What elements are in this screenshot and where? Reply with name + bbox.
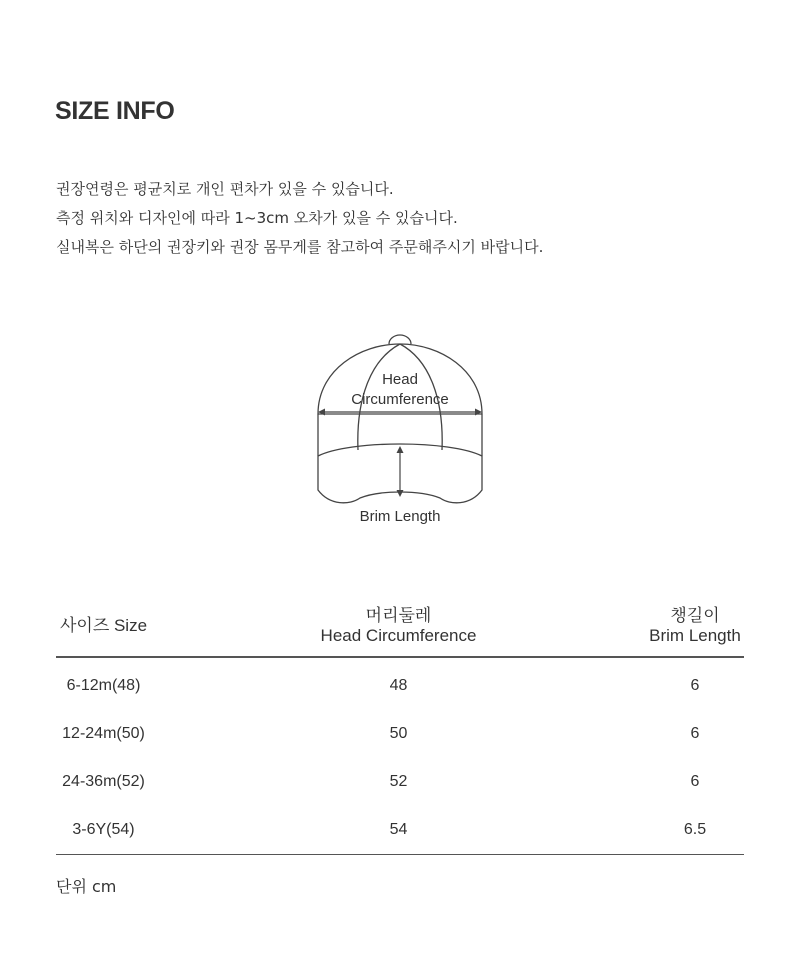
brim-length-arrow <box>397 446 404 497</box>
header-head-ko: 머리둘레 <box>365 606 432 625</box>
table-row <box>56 758 744 806</box>
cell-head: 50 <box>389 725 408 742</box>
cell-size: 12-24m(50) <box>62 725 145 742</box>
page-title: SIZE INFO <box>55 97 175 125</box>
cell-brim: 6 <box>690 773 700 790</box>
cell-size: 3-6Y(54) <box>56 806 151 855</box>
header-brim-length <box>646 596 744 657</box>
cell-head: 54 <box>151 806 646 855</box>
cell-size: 24-36m(52) <box>62 773 145 790</box>
note-item: 권장연령은 평균치로 개인 편차가 있을 수 있습니다. <box>56 180 394 198</box>
note-item: 측정 위치와 디자인에 따라 1~3cm 오차가 있을 수 있습니다. <box>56 209 458 227</box>
cell-brim: 6.5 <box>646 806 744 855</box>
unit-note: 단위 cm <box>56 877 117 896</box>
header-brim-ko: 챙길이 <box>670 606 720 625</box>
cell-brim: 6 <box>690 725 700 742</box>
head-label: Head <box>382 371 418 388</box>
header-brim-en: Brim Length <box>649 626 741 645</box>
cap-button-icon <box>389 335 411 344</box>
table-header-row <box>56 596 744 657</box>
table-row <box>56 657 744 710</box>
table-row <box>56 806 744 855</box>
size-table <box>56 596 744 855</box>
header-head-en: Head Circumference <box>320 626 477 645</box>
header-size <box>56 596 151 657</box>
header-size-label: 사이즈 Size <box>59 616 148 635</box>
cell-size: 6-12m(48) <box>66 677 141 694</box>
brim-length-label: Brim Length <box>359 508 441 525</box>
cell-head: 52 <box>389 773 408 790</box>
table-row <box>56 710 744 758</box>
header-head-circumference <box>151 596 646 657</box>
cell-brim: 6 <box>690 677 700 694</box>
cap-measurement-diagram <box>310 330 490 530</box>
cell-head: 48 <box>389 677 408 694</box>
size-notes <box>56 175 543 262</box>
note-item: 실내복은 하단의 권장키와 권장 몸무게를 참고하여 주문해주시기 바랍니다. <box>56 238 544 256</box>
circumference-label: Circumference <box>351 391 449 408</box>
